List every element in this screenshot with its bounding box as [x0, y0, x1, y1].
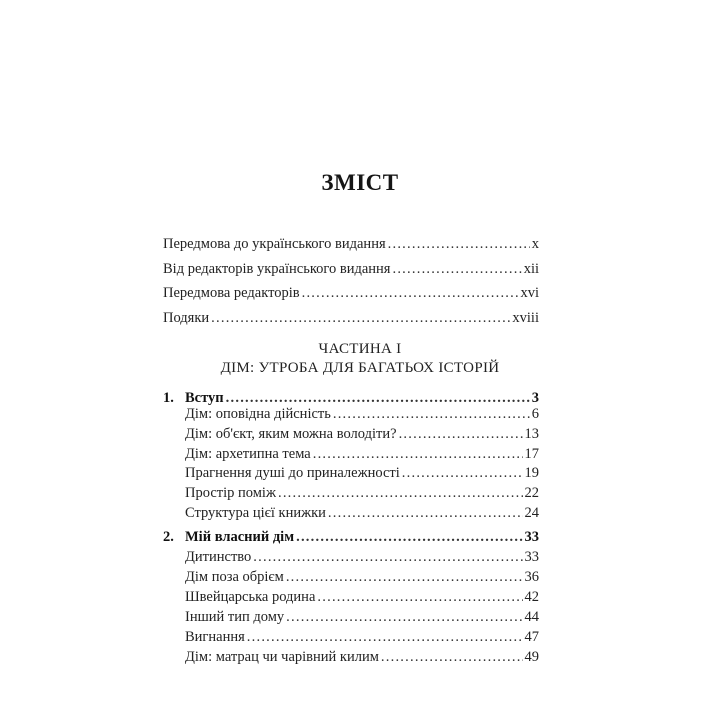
dot-leader	[286, 569, 523, 586]
toc-page-number: 22	[524, 485, 539, 501]
toc-chapter-2	[163, 529, 539, 546]
section-title: Простір поміж	[185, 485, 276, 501]
section-title: Дитинство	[185, 549, 252, 565]
toc-page-number: 36	[524, 569, 539, 585]
section-title: Структура цієї книжки	[185, 505, 326, 521]
toc-section	[185, 609, 539, 626]
dot-leader	[399, 426, 523, 443]
toc-section	[185, 406, 539, 423]
section-title: Вигнання	[185, 629, 245, 645]
toc-section	[185, 649, 539, 666]
chapter-title: Вступ	[185, 390, 224, 406]
toc-page-number: xvi	[520, 285, 539, 301]
toc-section	[185, 465, 539, 482]
dot-leader	[333, 406, 530, 423]
toc-page-number: 44	[524, 609, 539, 625]
dot-leader	[402, 465, 523, 482]
toc-page-number: 6	[531, 406, 539, 422]
toc-entry-front-matter	[163, 285, 539, 302]
dot-leader	[278, 485, 523, 502]
toc-page-number: x	[531, 236, 539, 252]
page-title: ЗМІСТ	[321, 170, 399, 195]
dot-leader	[392, 261, 521, 278]
toc-page-number: 49	[524, 649, 539, 665]
dot-leader	[226, 390, 530, 407]
toc-entry-label: Передмова до українського видання	[163, 236, 386, 252]
section-title: Дім: матрац чи чарівний килим	[185, 649, 379, 665]
chapter-number: 2.	[163, 529, 174, 545]
toc-section	[185, 505, 539, 522]
toc-page-number: xii	[523, 261, 539, 277]
section-title: Дім: архетипна тема	[185, 446, 311, 462]
part-subtitle: ДІМ: УТРОБА ДЛЯ БАГАТЬОХ ІСТОРІЙ	[220, 360, 500, 376]
chapter-number: 1.	[163, 390, 174, 406]
toc-entry-front-matter	[163, 261, 539, 278]
dot-leader	[388, 236, 530, 253]
dot-leader	[211, 310, 510, 327]
dot-leader	[247, 629, 523, 646]
toc-section	[185, 569, 539, 586]
dot-leader	[328, 505, 523, 522]
toc-page-number: xviii	[512, 310, 539, 326]
toc-section	[185, 589, 539, 606]
toc-entry-front-matter	[163, 236, 539, 253]
toc-section	[185, 485, 539, 502]
toc-section	[185, 549, 539, 566]
part-label: ЧАСТИНА І	[318, 341, 402, 357]
toc-section	[185, 426, 539, 443]
toc-page-number: 33	[524, 549, 539, 565]
toc-page-number: 13	[524, 426, 539, 442]
dot-leader	[253, 549, 522, 566]
dot-leader	[381, 649, 523, 666]
toc-page-number: 3	[531, 390, 539, 406]
toc-chapter-1	[163, 390, 539, 407]
toc-section	[185, 446, 539, 463]
toc-page-number: 42	[524, 589, 539, 605]
section-title: Дім: об'єкт, яким можна володіти?	[185, 426, 397, 442]
toc-page-number: 19	[524, 465, 539, 481]
section-title: Дім поза обрієм	[185, 569, 284, 585]
toc-entry-label: Від редакторів українського видання	[163, 261, 391, 277]
section-title: Дім: оповідна дійсність	[185, 406, 331, 422]
toc-entry-label: Подяки	[163, 310, 210, 326]
dot-leader	[317, 589, 522, 606]
toc-section	[185, 629, 539, 646]
toc-page-number: 47	[524, 629, 539, 645]
toc-entry-label: Передмова редакторів	[163, 285, 300, 301]
toc-page-number: 33	[524, 529, 539, 545]
section-title: Швейцарська родина	[185, 589, 316, 605]
dot-leader	[313, 446, 523, 463]
section-title: Інший тип дому	[185, 609, 285, 625]
toc-page-number: 17	[524, 446, 539, 462]
dot-leader	[286, 609, 522, 626]
toc-entry-front-matter	[163, 310, 539, 327]
dot-leader	[296, 529, 522, 546]
toc-page-number: 24	[524, 505, 539, 521]
chapter-title: Мій власний дім	[185, 529, 295, 545]
section-title: Прагнення душі до приналежності	[185, 465, 400, 481]
dot-leader	[302, 285, 519, 302]
